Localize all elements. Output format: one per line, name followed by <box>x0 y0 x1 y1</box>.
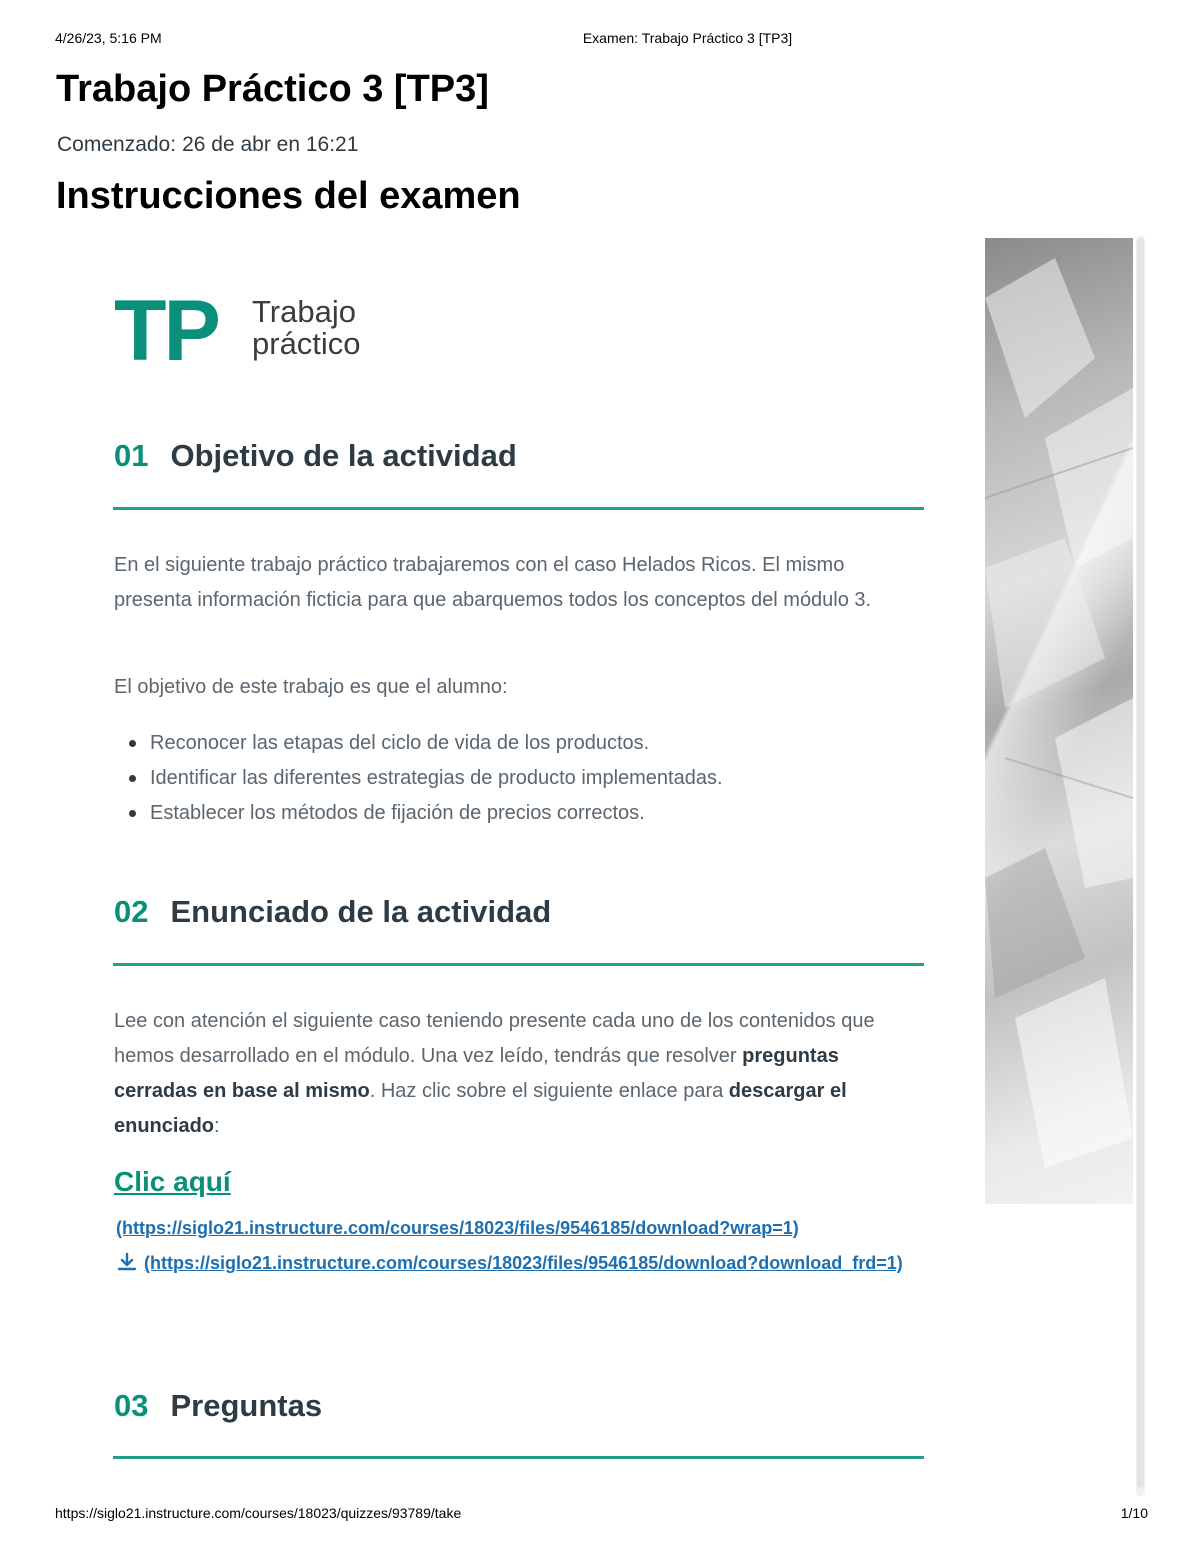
objective-list <box>114 726 723 831</box>
section-divider <box>113 963 924 966</box>
print-url: https://siglo21.instructure.com/courses/18023/quizzes/93789/take <box>55 1505 462 1521</box>
download-icon[interactable] <box>116 1249 138 1284</box>
statement-paragraph: Lee con atención el siguiente caso teniendo presente cada uno de los contenidos que hemos desarrollado en el módulo. Una vez leído, tendrás que resolver preguntas cerradas en base al mismo. Haz clic sobre el siguiente enlace para descargar el enunciado: <box>114 1010 875 1137</box>
bullet-icon <box>129 810 136 817</box>
instructions-title: Instrucciones del examen <box>56 175 521 217</box>
list-item: Identificar las diferentes estrategias de producto implementadas. <box>114 761 723 796</box>
scrollbar[interactable] <box>1136 236 1145 1496</box>
section-divider <box>113 507 924 510</box>
section-title: Enunciado de la actividad <box>170 894 552 929</box>
section-title: Preguntas <box>170 1388 323 1423</box>
list-item: Establecer los métodos de fijación de precios correctos. <box>114 796 723 831</box>
tp-logo-line1: Trabajo <box>252 294 356 329</box>
download-direct-link[interactable] <box>116 1246 916 1284</box>
statement-emphasis: preguntas cerradas en base al mismo <box>114 1045 839 1102</box>
page-number: 1/10 <box>1120 1505 1148 1521</box>
tp-logo-line2: práctico <box>252 326 361 361</box>
section-number: 02 <box>114 894 149 929</box>
download-url-link[interactable]: (https://siglo21.instructure.com/courses/18023/files/9546185/download?wrap=1) <box>116 1218 799 1238</box>
decorative-architecture-image <box>985 238 1133 1204</box>
section-heading-enunciado <box>114 894 551 930</box>
section-divider <box>113 1456 924 1459</box>
scrollbar-thumb[interactable] <box>1137 238 1144 1488</box>
objective-paragraph: En el siguiente trabajo práctico trabajaremos con el caso Helados Ricos. El mismo presenta información ficticia para que abarquemos todos los conceptos del módulo 3. <box>114 554 872 611</box>
bullet-icon <box>129 775 136 782</box>
tp-logo-mark: TP <box>114 283 218 379</box>
statement-emphasis: descargar el enunciado <box>114 1080 847 1137</box>
objective-intro: El objetivo de este trabajo es que el alumno: <box>114 676 508 698</box>
started-value: 26 de abr en 16:21 <box>182 133 359 156</box>
list-item: Reconocer las etapas del ciclo de vida de los productos. <box>114 726 723 761</box>
print-title: Examen: Trabajo Práctico 3 [TP3] <box>582 30 793 46</box>
download-link[interactable]: Clic aquí <box>114 1166 231 1197</box>
section-heading-preguntas <box>114 1388 322 1424</box>
started-info <box>57 133 364 157</box>
bullet-icon <box>129 740 136 747</box>
section-title: Objetivo de la actividad <box>170 438 517 473</box>
started-label: Comenzado: <box>57 133 177 156</box>
section-heading-objetivo <box>114 438 517 474</box>
section-number: 03 <box>114 1388 149 1423</box>
download-direct-url[interactable]: (https://siglo21.instructure.com/courses/18023/files/9546185/download?download_frd=1) <box>144 1253 903 1273</box>
tp-logo-text <box>252 296 452 360</box>
page-title: Trabajo Práctico 3 [TP3] <box>56 68 489 110</box>
print-date: 4/26/23, 5:16 PM <box>55 30 162 46</box>
section-number: 01 <box>114 438 149 473</box>
